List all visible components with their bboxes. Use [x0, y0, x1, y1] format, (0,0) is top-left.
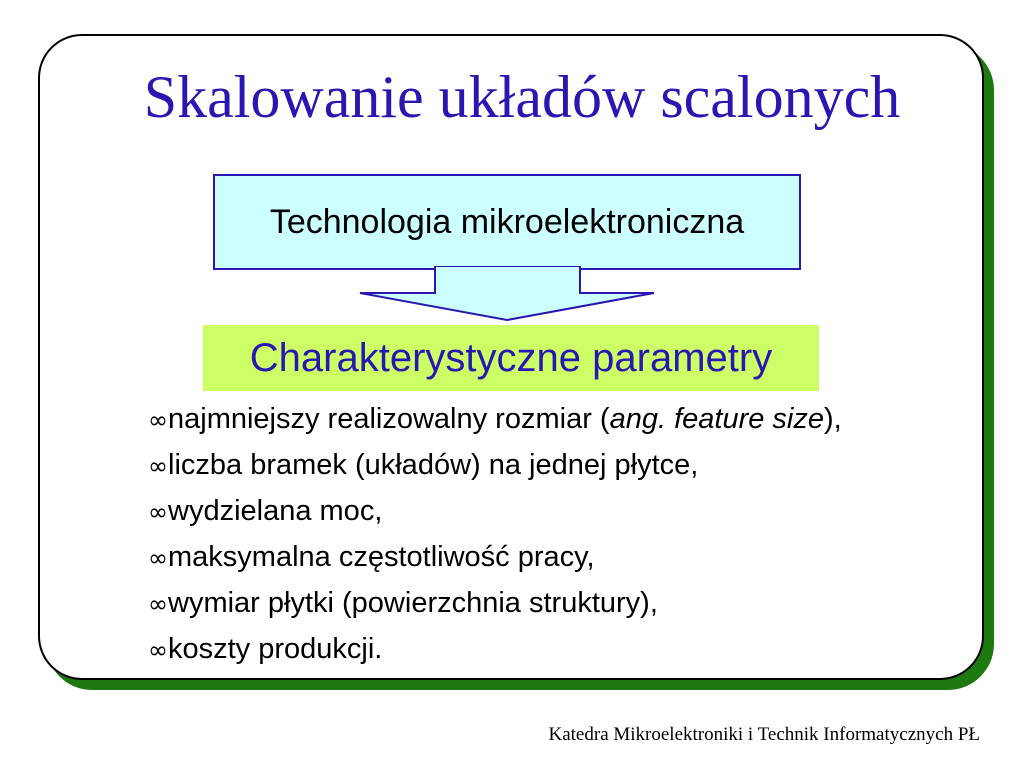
list-item-text: liczba bramek (układów) na jednej płytce,	[168, 449, 699, 481]
list-item-italic-text: ang. feature size	[609, 403, 824, 435]
list-item	[148, 626, 842, 672]
infinity-bullet-icon: ∞	[148, 590, 168, 618]
technology-box: Technologia mikroelektroniczna	[213, 174, 801, 270]
parameters-box: Charakterystyczne parametry	[203, 325, 819, 391]
slide-title: Skalowanie układów scalonych	[143, 64, 901, 130]
list-item-text-end: ),	[824, 403, 842, 435]
list-item-text: wymiar płytki (powierzchnia struktury),	[168, 587, 658, 619]
list-item	[148, 396, 842, 442]
footer-text: Katedra Mikroelektroniki i Technik Informatycznych PŁ	[548, 724, 980, 745]
list-item	[148, 488, 842, 534]
list-item	[148, 580, 842, 626]
parameter-list	[148, 396, 842, 672]
list-item-text: wydzielana moc,	[168, 495, 383, 527]
list-item-text: koszty produkcji.	[168, 633, 383, 665]
infinity-bullet-icon: ∞	[148, 406, 168, 434]
infinity-bullet-icon: ∞	[148, 544, 168, 572]
infinity-bullet-icon: ∞	[148, 498, 168, 526]
list-item-text: najmniejszy realizowalny rozmiar (	[168, 403, 610, 435]
list-item	[148, 534, 842, 580]
down-arrow-icon	[355, 266, 660, 322]
list-item-text: maksymalna częstotliwość pracy,	[168, 541, 595, 573]
infinity-bullet-icon: ∞	[148, 452, 168, 480]
list-item	[148, 442, 842, 488]
infinity-bullet-icon: ∞	[148, 636, 168, 664]
